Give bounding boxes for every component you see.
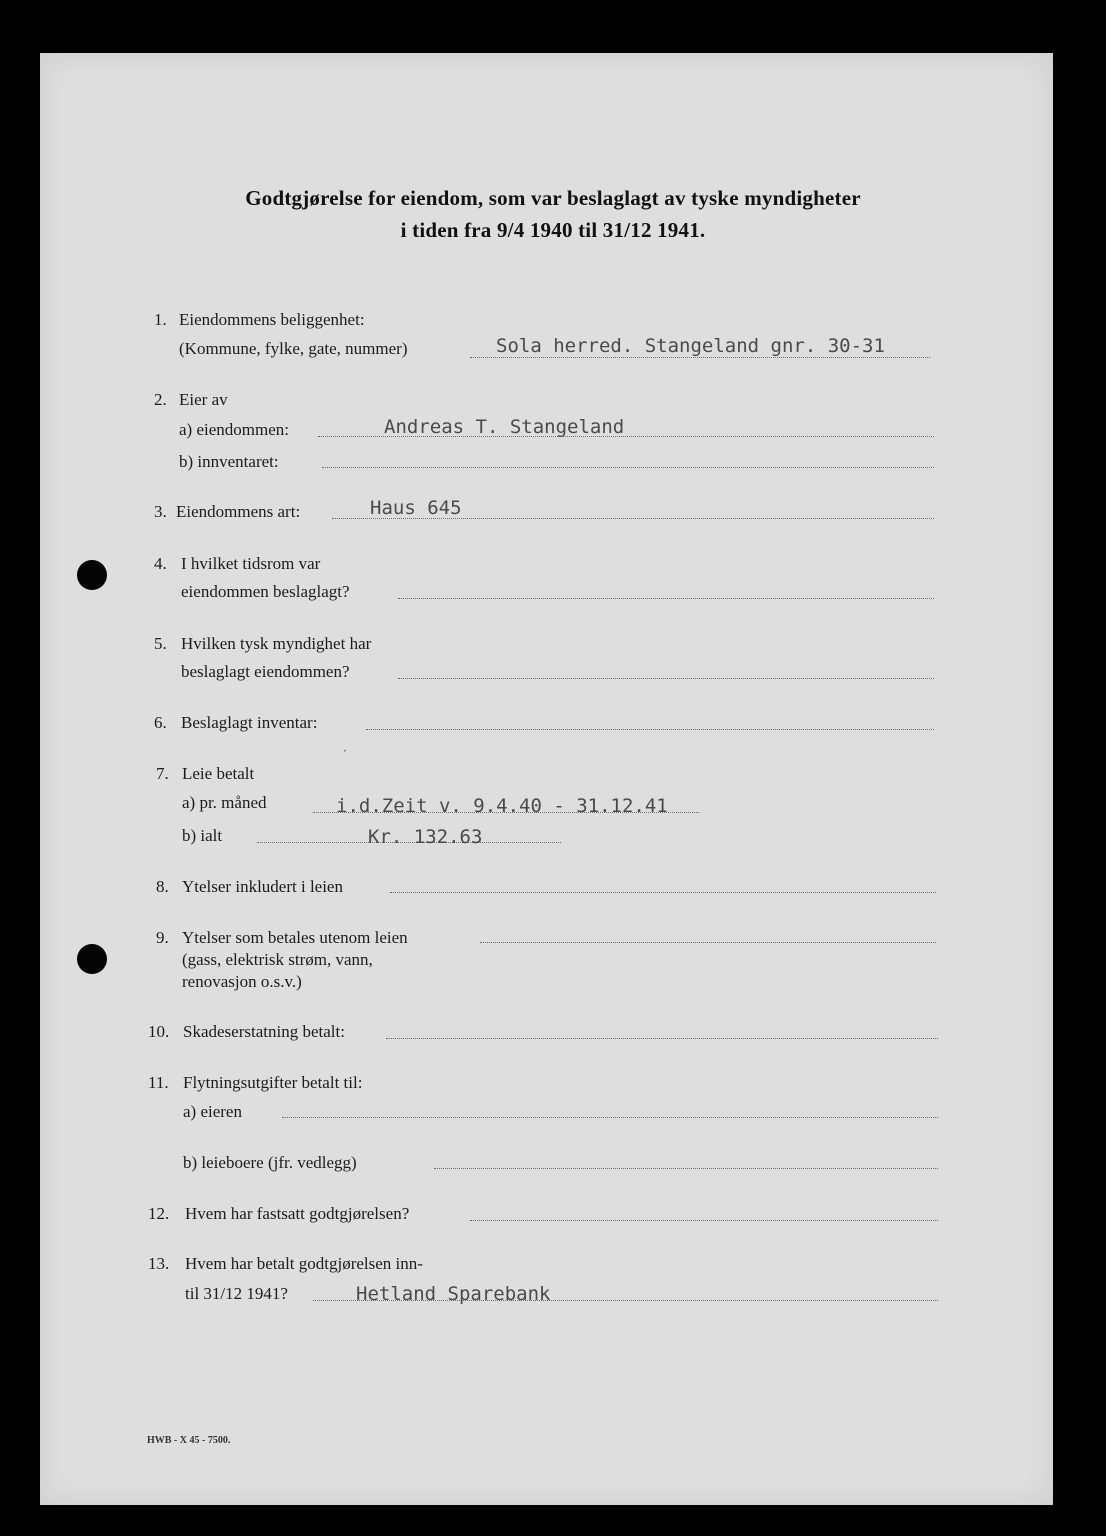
item-2-label: Eier av <box>179 390 228 409</box>
item-7b-value: Kr. 132.63 <box>368 826 483 848</box>
item-1-value: Sola herred. Stangeland gnr. 30-31 <box>496 335 885 357</box>
item-9-number: 9. <box>156 928 169 947</box>
item-6-label: Beslaglagt inventar: <box>181 713 318 732</box>
print-code: HWB - X 45 - 7500. <box>147 1435 231 1446</box>
item-12-number: 12. <box>148 1204 170 1223</box>
punch-hole-bottom <box>77 944 107 974</box>
item-11a-field-line <box>282 1117 938 1118</box>
item-12-field-line <box>470 1220 938 1221</box>
item-3-number: 3. <box>154 502 167 521</box>
item-7a-value: i.d.Zeit v. 9.4.40 - 31.12.41 <box>336 795 668 817</box>
item-10-number: 10. <box>148 1022 170 1041</box>
item-3-label: Eiendommens art: <box>176 502 301 521</box>
item-8-label: Ytelser inkludert i leien <box>182 877 343 896</box>
item-7b-label: b) ialt <box>182 826 223 845</box>
item-7a-label: a) pr. måned <box>182 793 267 812</box>
item-2b-field-line <box>322 467 934 468</box>
item-1-sublabel: (Kommune, fylke, gate, nummer) <box>179 339 408 358</box>
item-10-field-line <box>386 1038 938 1039</box>
item-10-label: Skadeserstatning betalt: <box>183 1022 345 1041</box>
item-13-label-cont: til 31/12 1941? <box>185 1284 288 1303</box>
item-6-number: 6. <box>154 713 167 732</box>
item-1-label: Eiendommens beliggenhet: <box>179 310 365 329</box>
punch-hole-top <box>77 560 107 590</box>
item-9-label-cont: (gass, elektrisk strøm, vann, <box>182 950 373 969</box>
stray-mark: · <box>343 744 347 758</box>
item-11a-label: a) eieren <box>183 1102 242 1121</box>
item-1-number: 1. <box>154 310 167 329</box>
form-title-line2: i tiden fra 9/4 1940 til 31/12 1941. <box>400 218 706 242</box>
item-11b-field-line <box>434 1168 938 1169</box>
item-6-field-line <box>366 729 934 730</box>
item-11-label: Flytningsutgifter betalt til: <box>183 1073 363 1092</box>
item-12-label: Hvem har fastsatt godtgjørelsen? <box>185 1204 410 1223</box>
item-2a-label: a) eiendommen: <box>179 420 289 439</box>
item-4-field-line <box>398 598 934 599</box>
item-7-label: Leie betalt <box>182 764 255 783</box>
item-13-number: 13. <box>148 1254 170 1273</box>
item-1-field-line <box>470 357 930 358</box>
item-5-label: Hvilken tysk myndighet har <box>181 634 372 653</box>
item-9-label-cont2: renovasjon o.s.v.) <box>182 972 302 991</box>
item-11-number: 11. <box>148 1073 169 1092</box>
item-13-label: Hvem har betalt godtgjørelsen inn- <box>185 1254 423 1273</box>
item-5-label-cont: beslaglagt eiendommen? <box>181 662 350 681</box>
item-8-number: 8. <box>156 877 169 896</box>
item-4-label-cont: eiendommen beslaglagt? <box>181 582 350 601</box>
item-13-value: Hetland Sparebank <box>356 1283 551 1305</box>
item-7-number: 7. <box>156 764 169 783</box>
item-3-value: Haus 645 <box>370 497 462 519</box>
item-2a-value: Andreas T. Stangeland <box>384 416 625 438</box>
item-9-label: Ytelser som betales utenom leien <box>182 928 408 947</box>
item-5-number: 5. <box>154 634 167 653</box>
item-2b-label: b) innventaret: <box>179 452 279 471</box>
item-9-field-line <box>480 942 936 943</box>
form-title-line1: Godtgjørelse for eiendom, som var beslaglagt av tyske myndigheter <box>245 186 861 210</box>
item-4-label: I hvilket tidsrom var <box>181 554 321 573</box>
item-8-field-line <box>390 892 936 893</box>
item-4-number: 4. <box>154 554 167 573</box>
item-2-number: 2. <box>154 390 167 409</box>
item-11b-label: b) leieboere (jfr. vedlegg) <box>183 1153 357 1172</box>
item-5-field-line <box>398 678 934 679</box>
